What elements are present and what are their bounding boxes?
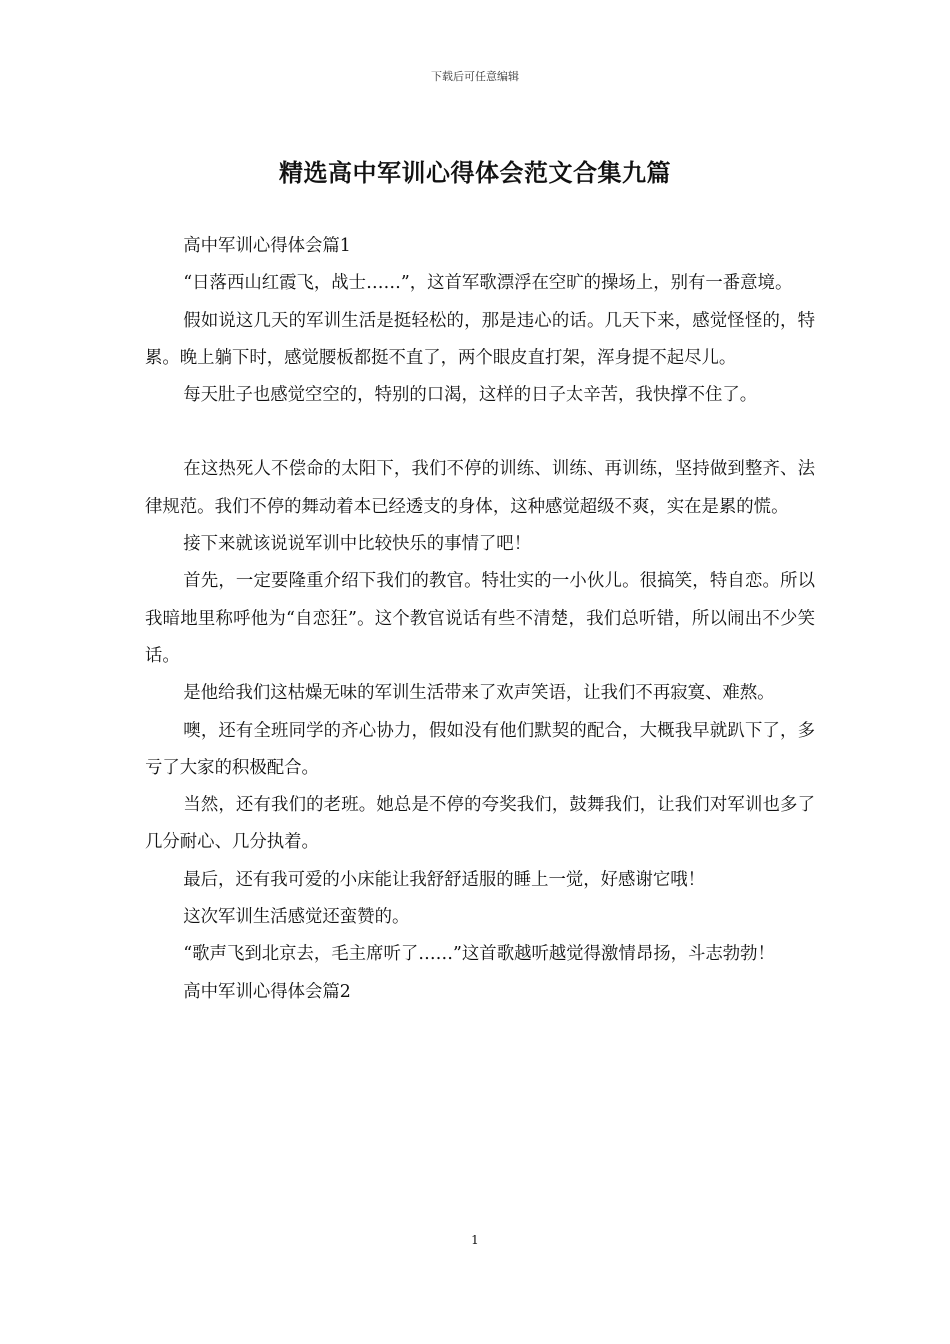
paragraph: 最后，还有我可爱的小床能让我舒舒适服的睡上一觉，好感谢它哦！ — [183, 869, 705, 890]
document-body — [145, 228, 815, 1011]
section-heading: 高中军训心得体会篇2 — [183, 981, 351, 1002]
section-heading: 高中军训心得体会篇1 — [183, 236, 351, 256]
paragraph: 首先，一定要隆重介绍下我们的教官。特壮实的一小伙儿。很搞笑，特自恋。所以我暗地里称呼他为“自恋狂”。这个教官说话有些不清楚，我们总听错，所以闹出不少笑话。 — [145, 571, 815, 666]
paragraph: 这次军训生活感觉还蛮赞的。 — [183, 907, 410, 928]
paragraph: 当然，还有我们的老班。她总是不停的夸奖我们，鼓舞我们，让我们对军训也多了几分耐心、几分执着。 — [145, 795, 815, 853]
paragraph: 每天肚子也感觉空空的，特别的口渴，这样的日子太辛苦，我快撑不住了。 — [183, 385, 758, 406]
page-number: 1 — [471, 1233, 479, 1247]
paragraph: 噢，还有全班同学的齐心协力，假如没有他们默契的配合，大概我早就趴下了，多亏了大家的积极配合。 — [145, 720, 815, 778]
paragraph: 在这热死人不偿命的太阳下，我们不停的训练、训练、再训练，坚持做到整齐、法律规范。我们不停的舞动着本已经透支的身体，这种感觉超级不爽，实在是累的慌。 — [145, 459, 815, 517]
paragraph: “歌声飞到北京去，毛主席听了……”这首歌越听越觉得激情昂扬，斗志勃勃！ — [183, 944, 775, 965]
paragraph: 接下来就该说说军训中比较快乐的事情了吧！ — [183, 534, 532, 555]
header-note: 下载后可任意编辑 — [431, 70, 519, 83]
paragraph: 假如说这几天的军训生活是挺轻松的，那是违心的话。几天下来，感觉怪怪的，特累。晚上躺下时，感觉腰板都挺不直了，两个眼皮直打架，浑身提不起尽儿。 — [145, 310, 815, 368]
paragraph: “日落西山红霞飞，战士……”，这首军歌漂浮在空旷的操场上，别有一番意境。 — [183, 273, 793, 294]
document-title: 精选高中军训心得体会范文合集九篇 — [279, 158, 671, 187]
paragraph: 是他给我们这枯燥无味的军训生活带来了欢声笑语，让我们不再寂寞、难熬。 — [183, 683, 775, 704]
